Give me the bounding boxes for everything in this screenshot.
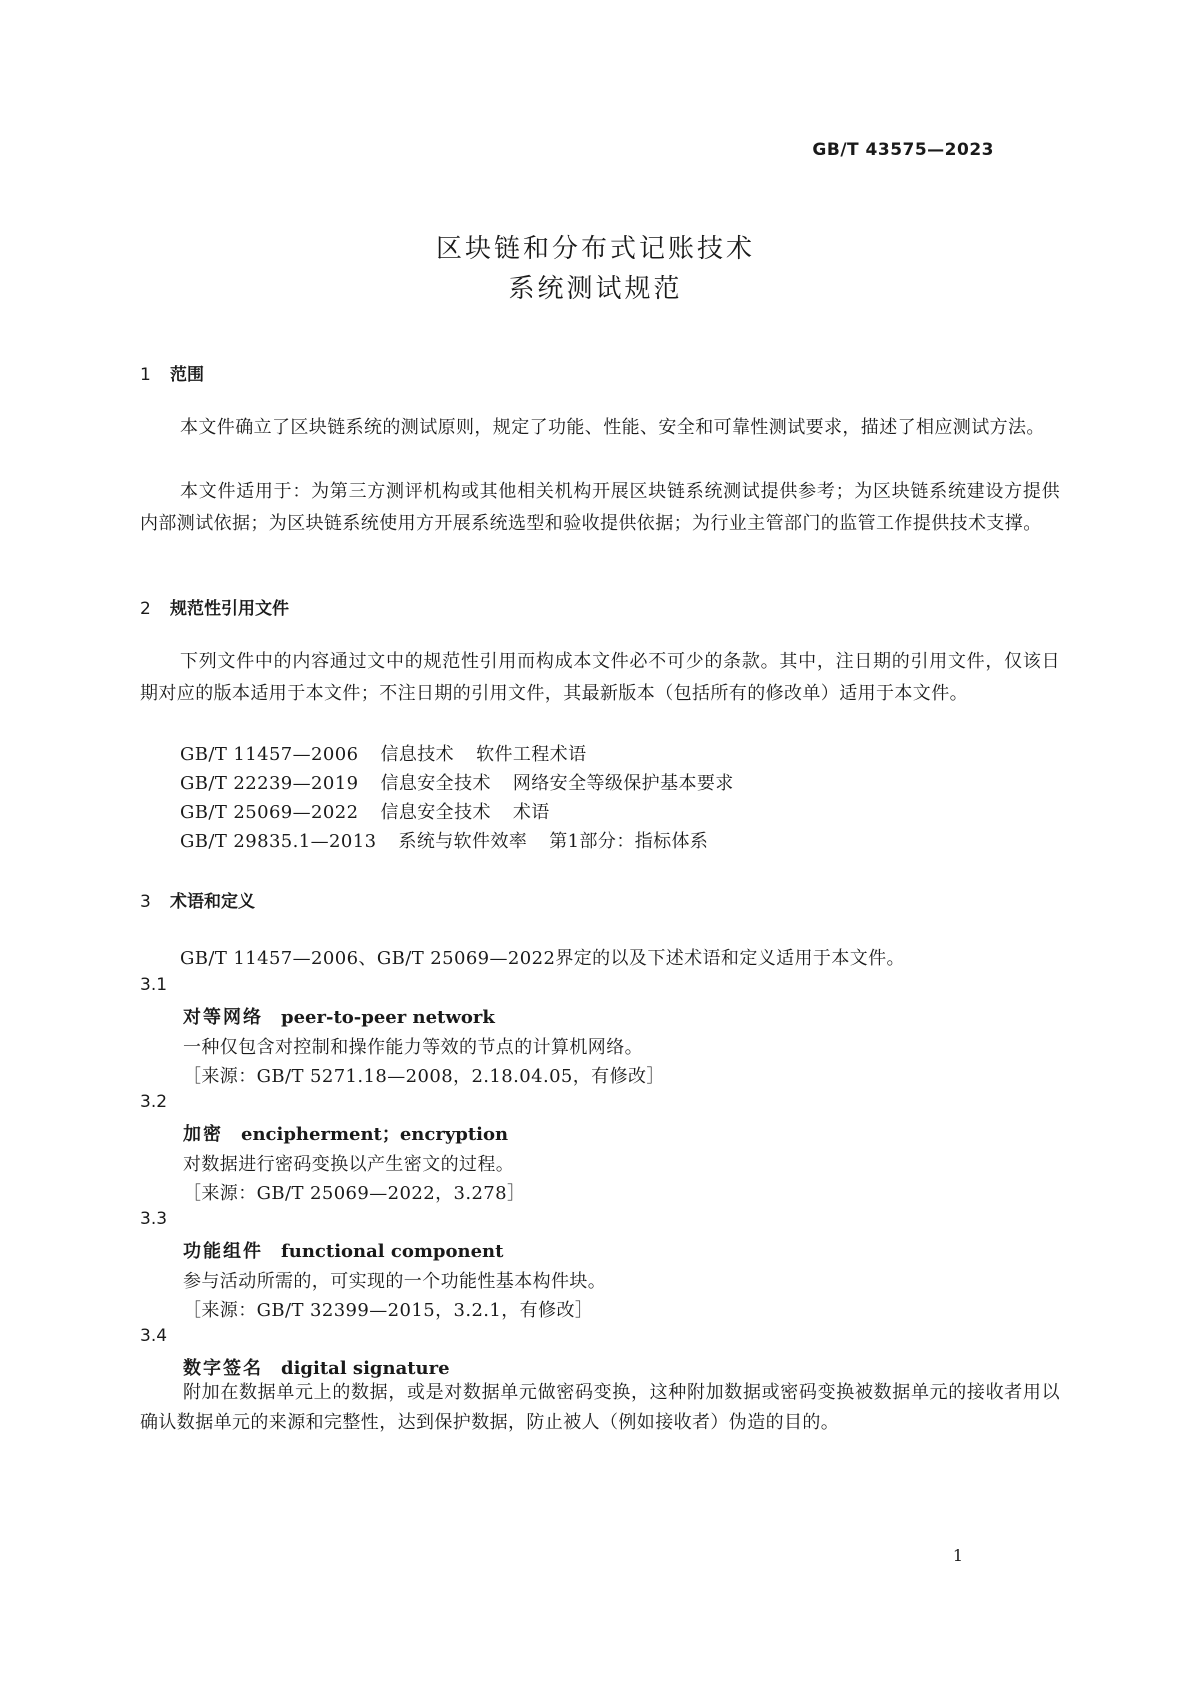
- section-number: 3: [140, 892, 151, 912]
- term-chinese: 功能组件: [183, 1241, 263, 1262]
- term-definition: 参与活动所需的，可实现的一个功能性基本构件块。: [183, 1271, 607, 1292]
- term-number: 3.3: [140, 1209, 168, 1229]
- term-definition: 附加在数据单元上的数据，或是对数据单元做密码变换，这种附加数据或密码变换被数据单元的接收者用以确认数据单元的来源和完整性，达到保护数据，防止被人（例如接收者）伪造的目的。: [140, 1382, 1060, 1433]
- section-3-heading: [140, 887, 255, 912]
- normative-references-paragraph: 下列文件中的内容通过文中的规范性引用而构成本文件必不可少的条款。其中，注日期的引用文件，仅该日期对应的版本适用于本文件；不注日期的引用文件，其最新版本（包括所有的修改单）适用于本文件。: [140, 651, 1060, 704]
- term-source: ［来源：GB/T 32399—2015，3.2.1，有修改］: [183, 1300, 594, 1321]
- reference-code: GB/T 25069—2022: [180, 802, 359, 823]
- document-title-line1: 区块链和分布式记账技术: [435, 234, 755, 264]
- document-title-line2: 系统测试规范: [508, 274, 683, 304]
- reference-item: [180, 740, 586, 766]
- term-heading: [183, 1120, 508, 1146]
- term-number: 3.2: [140, 1092, 168, 1112]
- reference-item: [180, 798, 550, 824]
- reference-title-a: 系统与软件效率: [398, 831, 528, 852]
- term-heading: [183, 1003, 495, 1029]
- reference-item: [180, 827, 708, 853]
- reference-title-b: 软件工程术语: [476, 744, 587, 765]
- reference-code: GB/T 11457—2006: [180, 744, 359, 765]
- section-number: 2: [140, 599, 151, 619]
- reference-title-a: 信息技术: [380, 744, 455, 765]
- scope-paragraph-1: 本文件确立了区块链系统的测试原则，规定了功能、性能、安全和可靠性测试要求，描述了相应测试方法。: [180, 417, 1045, 438]
- term-english: peer-to-peer network: [281, 1007, 495, 1028]
- reference-title-b: 网络安全等级保护基本要求: [512, 773, 734, 794]
- section-1-heading: [140, 360, 204, 385]
- section-title: 术语和定义: [170, 892, 255, 912]
- reference-title-a: 信息安全技术: [380, 802, 491, 823]
- page-number: 1: [952, 1546, 963, 1565]
- reference-title-b: 第1部分：指标体系: [549, 831, 709, 852]
- term-number: 3.1: [140, 975, 168, 995]
- term-english: digital signature: [281, 1358, 450, 1379]
- reference-title-b: 术语: [512, 802, 550, 823]
- section-title: 范围: [170, 365, 204, 385]
- reference-item: [180, 769, 734, 795]
- reference-title-a: 信息安全技术: [380, 773, 491, 794]
- scope-paragraph-2: 本文件适用于：为第三方测评机构或其他相关机构开展区块链系统测试提供参考；为区块链系统建设方提供内部测试依据；为区块链系统使用方开展系统选型和验收提供依据；为行业主管部门的监管工作提供技术支撑。: [140, 481, 1060, 534]
- section-2-heading: [140, 594, 289, 619]
- term-chinese: 加密: [183, 1124, 223, 1145]
- term-definition: 对数据进行密码变换以产生密文的过程。: [183, 1154, 515, 1175]
- term-heading: [183, 1354, 450, 1380]
- term-heading: [183, 1237, 503, 1263]
- standard-number: GB/T 43575—2023: [812, 140, 994, 160]
- reference-code: GB/T 22239—2019: [180, 773, 359, 794]
- terms-intro: GB/T 11457—2006、GB/T 25069—2022界定的以及下述术语和定义适用于本文件。: [180, 948, 905, 969]
- section-number: 1: [140, 365, 151, 385]
- term-english: encipherment；encryption: [241, 1124, 509, 1145]
- term-chinese: 对等网络: [183, 1007, 263, 1028]
- term-chinese: 数字签名: [183, 1358, 263, 1379]
- section-title: 规范性引用文件: [170, 599, 289, 619]
- term-source: ［来源：GB/T 25069—2022，3.278］: [183, 1183, 526, 1204]
- term-number: 3.4: [140, 1326, 168, 1346]
- term-source: ［来源：GB/T 5271.18—2008，2.18.04.05，有修改］: [183, 1066, 665, 1087]
- reference-code: GB/T 29835.1—2013: [180, 831, 377, 852]
- term-english: functional component: [281, 1241, 504, 1262]
- term-definition: 一种仅包含对控制和操作能力等效的节点的计算机网络。: [183, 1037, 643, 1058]
